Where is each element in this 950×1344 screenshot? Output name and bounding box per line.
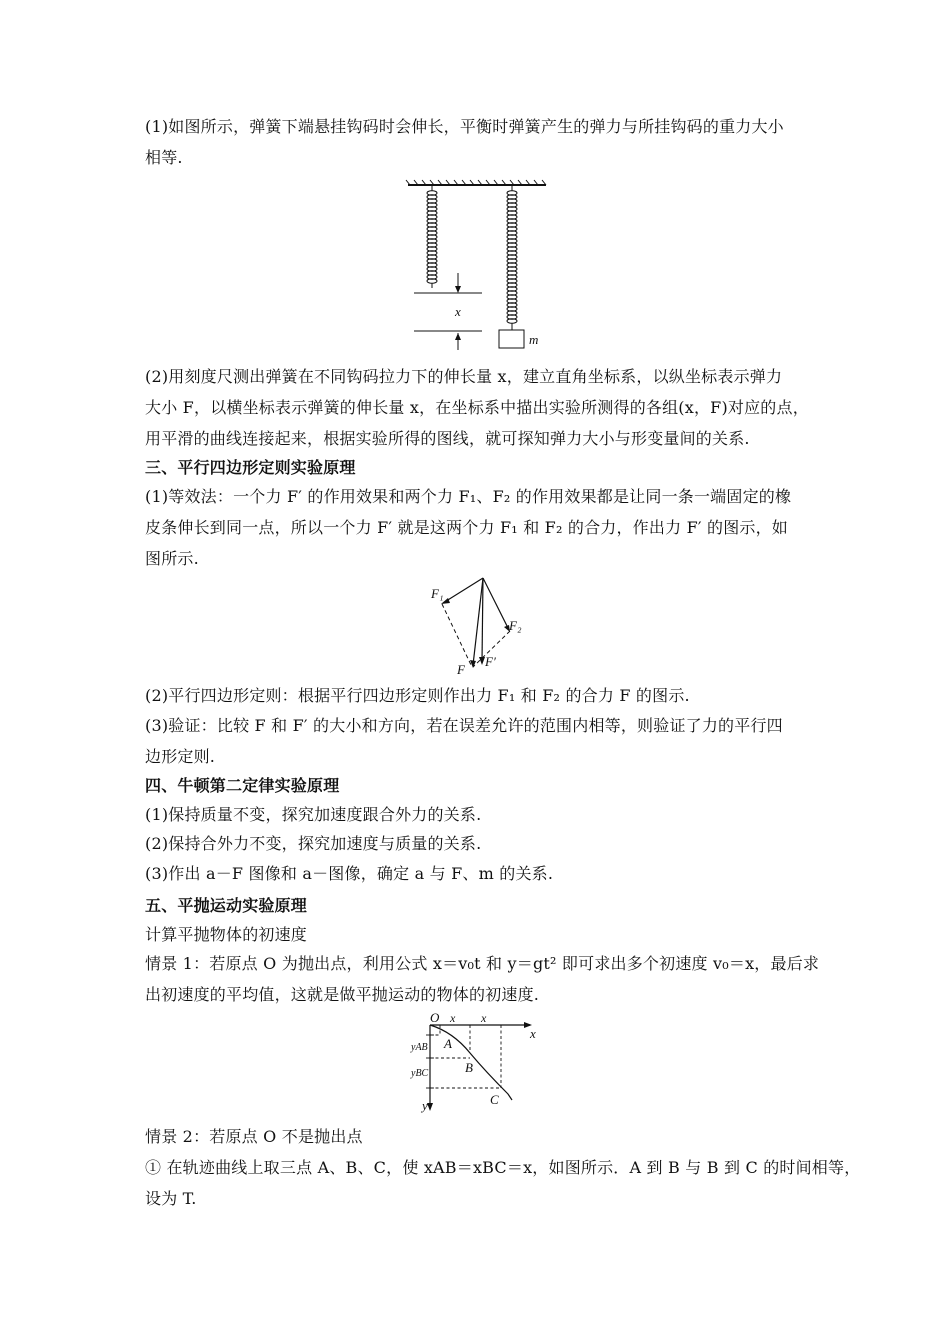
sec5-case1-line2: 出初速度的平均值，这就是做平抛运动的物体的初速度. [145, 985, 540, 1004]
x-seg1-label: x [450, 1011, 456, 1025]
sec3-p1-line3: 图所示. [145, 549, 199, 568]
label-F-prime: F′ [485, 654, 496, 669]
sec3-p2: (2)平行四边形定则：根据平行四边形定则作出力 F₁ 和 F₂ 的合力 F 的图示. [145, 686, 690, 705]
left-spring [427, 185, 437, 288]
right-spring [507, 185, 517, 330]
sec4-p2: (2)保持合外力不变，探究加速度与质量的关系. [145, 834, 482, 853]
mass-label: m [529, 332, 539, 347]
sec1-p2-line1: (2)用刻度尺测出弹簧在不同钩码拉力下的伸长量 x，建立直角坐标系，以纵坐标表示弹力 [145, 367, 783, 386]
sec4-heading: 四、牛顿第二定律实验原理 [145, 776, 340, 795]
sec5-case2-p1-line2: 设为 T. [145, 1189, 197, 1208]
y-axis-label: y [422, 1098, 428, 1113]
sec5-case2: 情景 2：若原点 O 不是抛出点 [145, 1127, 363, 1146]
sec3-p3-line1: (3)验证：比较 F 和 F′ 的大小和方向，若在误差允许的范围内相等，则验证了力的平行四 [145, 716, 783, 735]
force-parallelogram-figure [425, 572, 535, 680]
sec3-p1-line2: 皮条伸长到同一点，所以一个力 F′ 就是这两个力 F₁ 和 F₂ 的合力，作出力 F′ 的图示，如 [145, 518, 788, 537]
projectile-figure [408, 1008, 543, 1116]
x-seg2-label: x [481, 1011, 487, 1025]
sec5-case2-p1-line1: ① 在轨迹曲线上取三点 A、B、C，使 xAB＝xBC＝x，如图所示．A 到 B 与 B 到 C 的时间相等， [145, 1158, 861, 1177]
sec3-p1-line1: (1)等效法：一个力 F′ 的作用效果和两个力 F₁、F₂ 的作用效果都是让同一条一端固定的橡 [145, 487, 792, 506]
label-F: F [457, 662, 465, 677]
label-F1: F₁ [431, 586, 444, 601]
sec1-p1-line2: 相等. [145, 148, 183, 167]
sec3-p3-line2: 边形定则. [145, 747, 216, 766]
point-A-label: A [444, 1036, 452, 1051]
point-B-label: B [465, 1060, 473, 1075]
label-F2: F₂ [509, 618, 522, 633]
sec5-heading: 五、平抛运动实验原理 [145, 896, 308, 915]
yBC-label: yBC [411, 1068, 429, 1079]
sec1-p2-line3: 用平滑的曲线连接起来，根据实验所得的图线，就可探知弹力大小与形变量间的关系. [145, 429, 750, 448]
sec3-heading: 三、平行四边形定则实验原理 [145, 458, 356, 477]
origin-label: O [430, 1010, 440, 1025]
sec5-case1-line1: 情景 1：若原点 O 为抛出点，利用公式 x＝v₀t 和 y＝gt² 即可求出多个初速度 v₀＝x，最后求 [145, 954, 820, 973]
point-C-label: C [490, 1092, 499, 1107]
spring-figure [400, 178, 560, 356]
sec4-p3: (3)作出 a－F 图像和 a－图像，确定 a 与 F、m 的关系. [145, 864, 554, 883]
sec1-p1-line1: (1)如图所示，弹簧下端悬挂钩码时会伸长，平衡时弹簧产生的弹力与所挂钩码的重力大小 [145, 117, 784, 136]
mass-block [499, 330, 524, 348]
x-axis-label: x [530, 1026, 536, 1041]
yAB-label: yAB [411, 1042, 428, 1053]
sec4-p1: (1)保持质量不变，探究加速度跟合外力的关系. [145, 805, 482, 824]
sec5-sub: 计算平抛物体的初速度 [145, 925, 308, 944]
sec1-p2-line2: 大小 F，以横坐标表示弹簧的伸长量 x，在坐标系中描出实验所测得的各组(x，F)对应的点， [145, 398, 809, 417]
extension-label: x [455, 304, 461, 319]
